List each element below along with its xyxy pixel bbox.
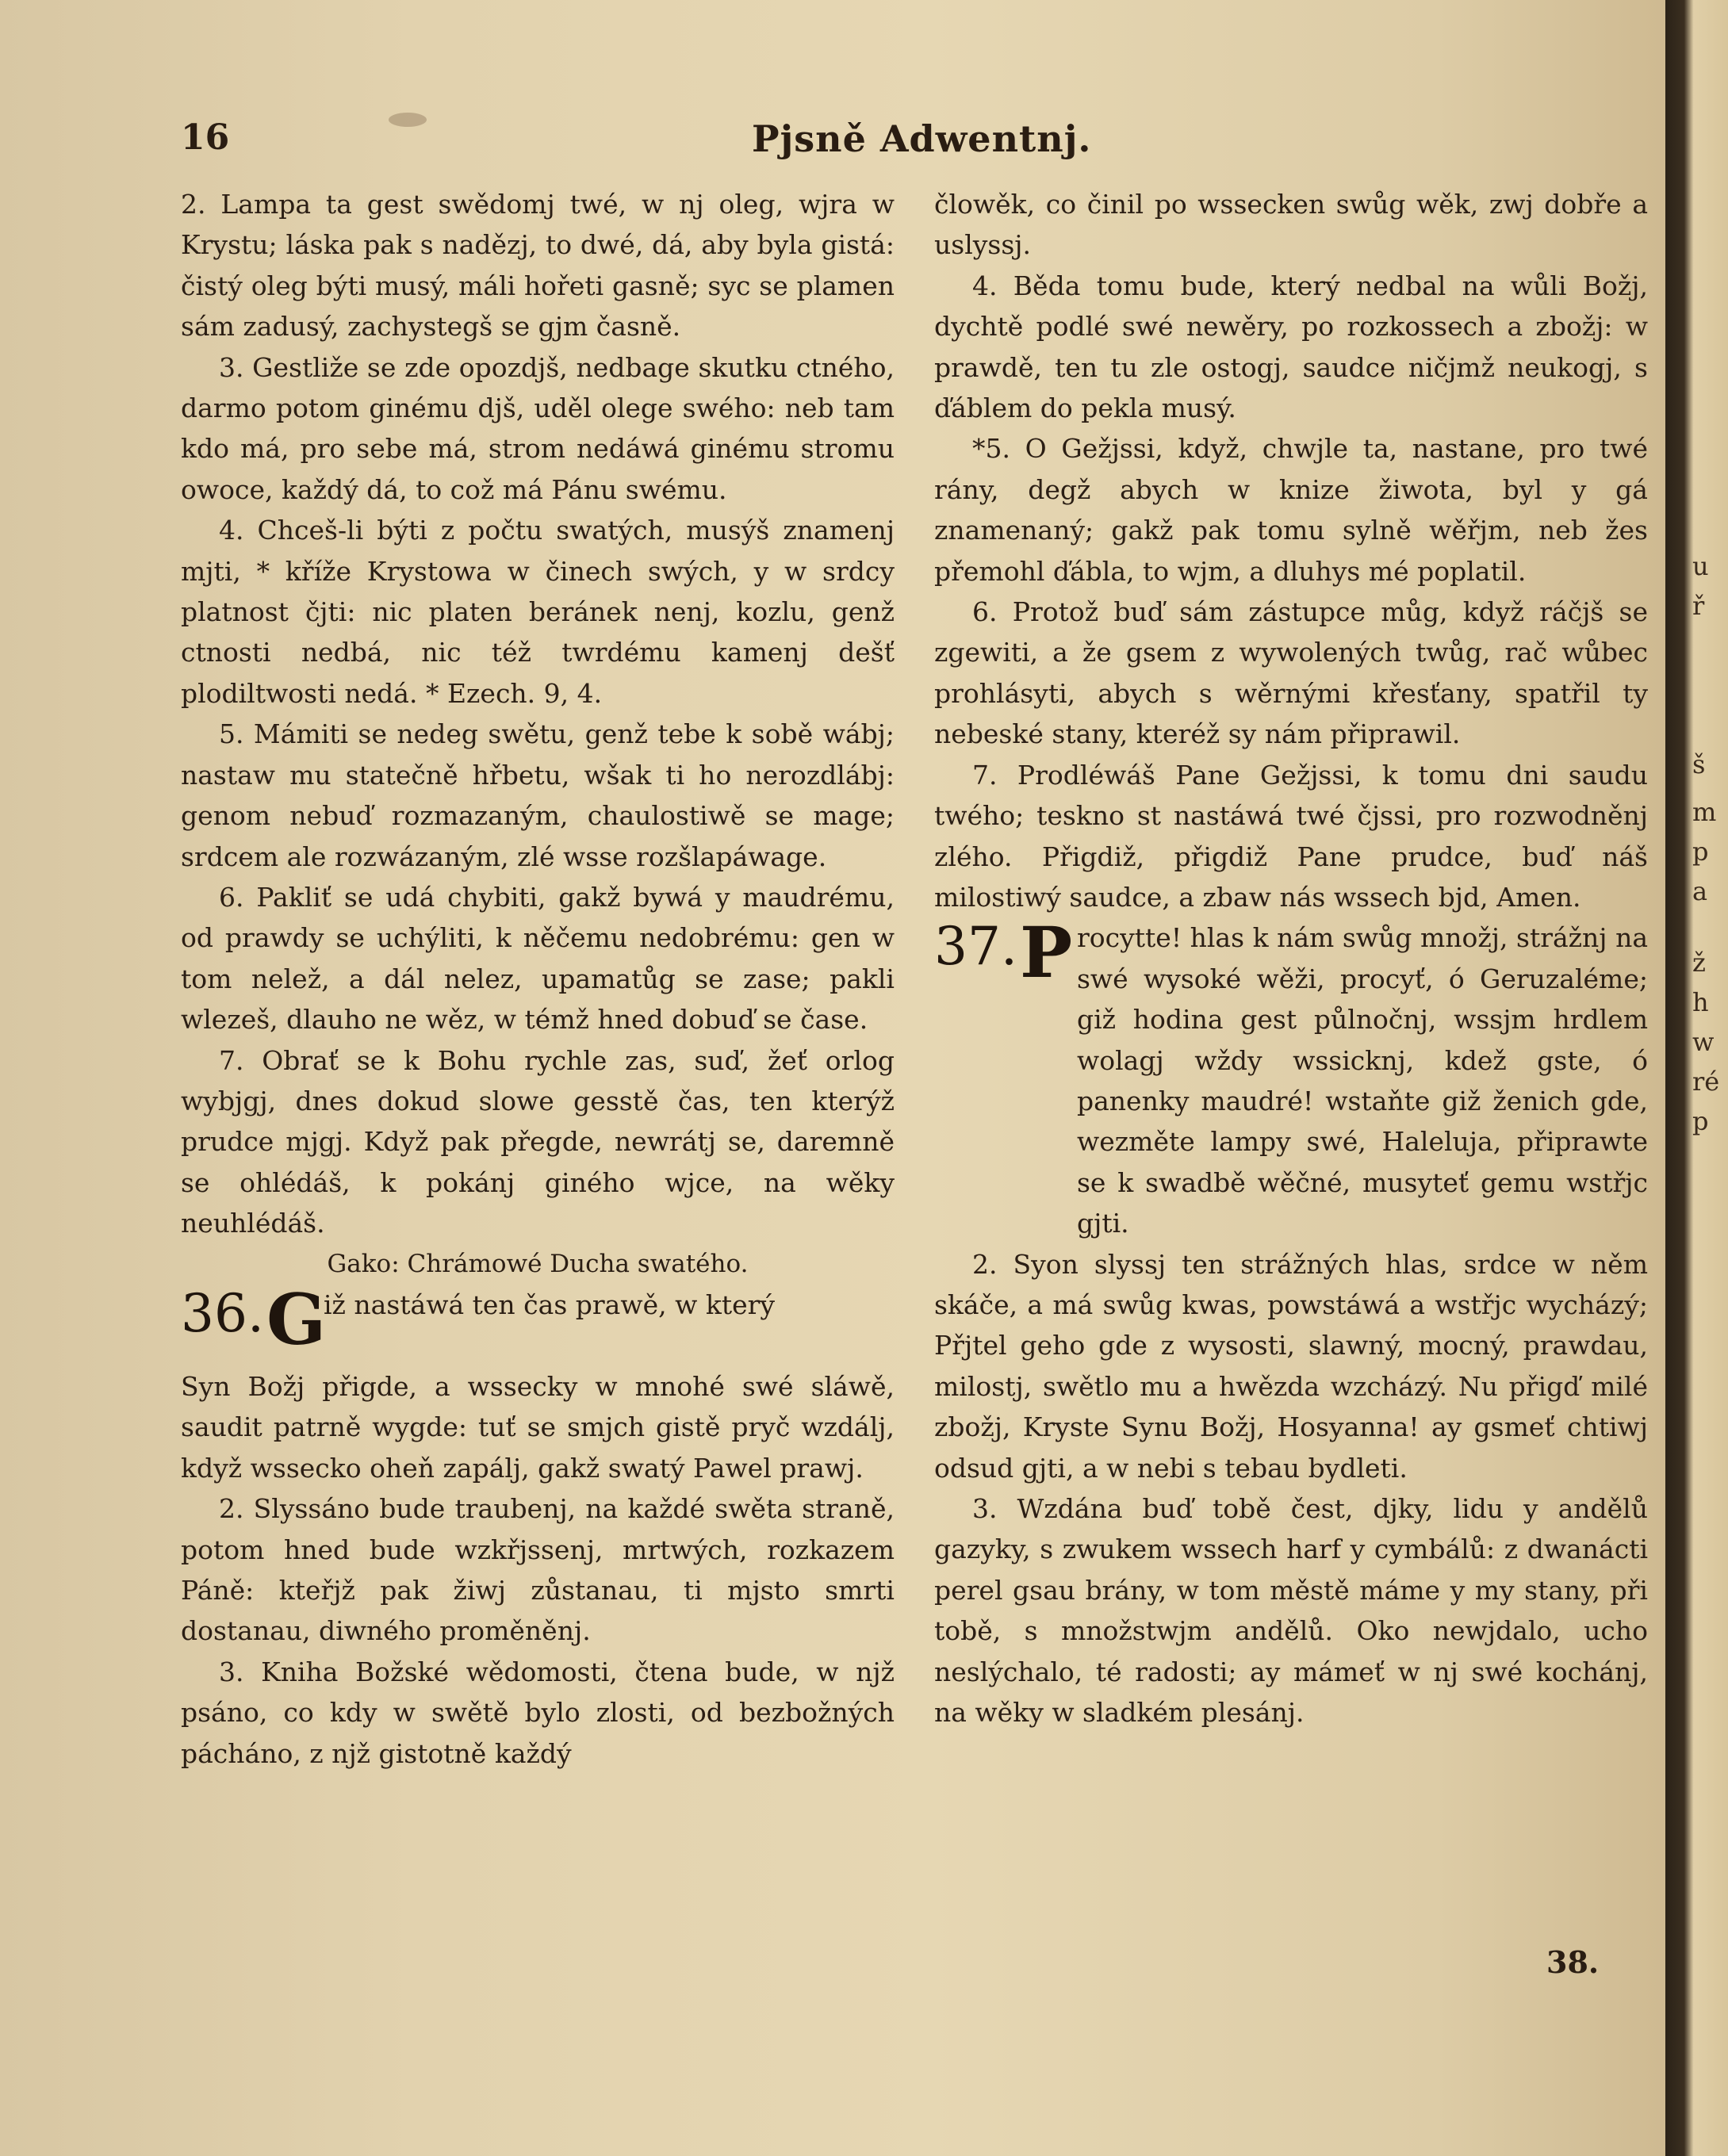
stanza: 7. Prodléwáš Pane Gežjssi, k tomu dni saudu twého; teskno st nastáwá twé čjssi, pro rozwodněnj zlého. Přigdiž, přigdiž Pane prudce, buď náš milostiwý saudce, a zbaw nás wssech bjd, Amen. (934, 759, 1648, 913)
stanza: 3. Wzdána buď tobě čest, djky, lidu y andělů gazyky, s zwukem wssech harf y cymbálů: z dwanácti perel gsau brány, w tom městě máme y my stany, při tobě, s množstwjm andělů. Oko newjdalo, ucho neslýchalo, té radosti; ay mámeť w nj swé kochánj, na wěky w sladkém plesánj. (934, 1493, 1648, 1729)
stanza: 4. Chceš-li býti z počtu swatých, musýš znamenj mjti, * kříže Krystowa w činech swých, y w srdcy platnost čjti: nic platen beránek nenj, kozlu, genž ctnosti nedbá, nic též twrdému kamenj dešť plodiltwosti nedá. * Ezech. 9, 4. (181, 515, 895, 709)
stanza: 2. Slyssáno bude traubenj, na každé swěta straně, potom hned bude wzkřjssenj, mrtwých, rozkazem Páně: kteřjž pak žiwj zůstanau, ti mjsto smrti dostanau, diwného proměněnj. (181, 1493, 895, 1647)
facing-fragment: š (1692, 749, 1706, 779)
facing-fragment: u (1692, 551, 1709, 581)
page-header (181, 117, 1664, 173)
hymn-36-start (181, 1277, 895, 1366)
facing-fragment: p (1692, 837, 1709, 867)
stanza: člowěk, co činil po wssecken swůg wěk, zwj dobře a uslyssj. (934, 189, 1648, 261)
stanza: 2. Syon slyssj ten strážných hlas, srdce w něm skáče, a má swůg kwas, powstáwá a wstřjc wycházý; Přjtel geho gde z wysosti, slawný, mocný, prawdau, milostj, swětlo mu a hwězda wzcházý. Nu přigď milé zbožj, Kryste Synu Božj, Hosyanna! ay gsmeť chtiwj odsud gjti, a w nebi s tebau bydleti. (934, 1248, 1648, 1484)
facing-fragment: w (1692, 1027, 1715, 1057)
hymn-first-line: rocytte! hlas k nám swůg množj, strážnj na swé wysoké wěži, procyť, ó Geruzaléme; giž hodina gest půlnočnj, wssjm hrdlem wolagj wždy wssicknj, kdež gste, ó panenky maudré! wstaňte giž ženich gde, wezměte lampy swé, Haleluja, připrawte se k swadbě wěčné, musyteť gemu wstřjc gjti. (1077, 922, 1648, 1239)
left-column (181, 184, 895, 1774)
stanza: 3. Kniha Božské wědomosti, čtena bude, w njž psáno, co kdy w swětě bylo zlosti, od bezbožných pácháno, z njž gistotně každý (181, 1656, 895, 1769)
catchword: 38. (1546, 1944, 1600, 1980)
drop-cap: P (1020, 911, 1073, 994)
running-title: Pjsně Adwentnj. (752, 117, 1092, 160)
hymn-number: 36. (181, 1282, 264, 1344)
facing-fragment: ž (1692, 948, 1706, 978)
facing-fragment: ř (1692, 591, 1705, 621)
stanza: *5. O Gežjssi, když, chwjle ta, nastane, pro twé rány, degž abych w knize žiwota, byl y gá znamenaný; gakž pak tomu sylně wěřjm, neb žes přemohl ďábla, to wjm, a dluhys mé poplatil. (934, 433, 1648, 587)
hymn-number: 37. (934, 916, 1017, 978)
stanza: Syn Božj přigde, a wssecky w mnohé swé sláwě, saudit patrně wygde: tuť se smjch gistě pryč wzdálj, když wssecko oheň zapálj, gakž swatý Pawel prawj. (181, 1370, 895, 1484)
stanza: 5. Mámiti se nedeg swětu, genž tebe k sobě wábj; nastaw mu statečně hřbetu, wšak ti ho nerozdlábj: genom nebuď rozmazaným, chaulostiwě se mage; srdcem ale rozwázaným, zlé wsse rozšlapáwage. (181, 718, 895, 872)
facing-fragment: m (1692, 797, 1717, 827)
stanza: 3. Gestliže se zde opozdjš, nedbage skutku ctného, darmo potom ginému djš, uděl olege swého: neb tam kdo má, pro sebe má, strom nedáwá ginému stromu owoce, každý dá, to což má Pánu swému. (181, 351, 895, 505)
stanza: 6. Pakliť se udá chybiti, gakž bywá y maudrému, od prawdy se uchýliti, k něčemu nedobrému: gen w tom nelež, a dál nelez, upamatůg se zase; pakli wlezeš, dlauho ne wěz, w témž hned dobuď se čase. (181, 881, 895, 1036)
facing-fragment: h (1692, 987, 1709, 1017)
hymn-37-start (934, 911, 1648, 1243)
tune-line: Gako: Chrámowé Ducha swatého. (327, 1249, 749, 1278)
right-column (934, 184, 1648, 1733)
stanza: 7. Obrať se k Bohu rychle zas, suď, žeť orlog wybjgj, dnes dokud slowe gesstě čas, ten kterýž prudce mjgj. Když pak přegde, newrátj se, daremně se ohlédáš, k pokánj giného wjce, na wěky neuhlédáš. (181, 1044, 895, 1239)
facing-page-edge (1665, 0, 1728, 2156)
page-number: 16 (181, 117, 230, 158)
facing-fragment: ré (1692, 1067, 1720, 1097)
facing-fragment: a (1692, 876, 1708, 906)
stanza: 2. Lampa ta gest swědomj twé, w nj oleg, wjra w Krystu; láska pak s nadězj, to dwé, dá, aby byla gistá: čistý oleg býti musý, máli hořeti gasně; syc se plamen sám zadusý, zachystegš se gjm časně. (181, 189, 895, 343)
stanza: 4. Běda tomu bude, který nedbal na wůli Božj, dychtě podlé swé newěry, po rozkossech a zbožj: w prawdě, ten tu zle ostogj, saudce ničjmž neukogj, s ďáblem do pekla musý. (934, 270, 1648, 424)
stanza: 6. Protož buď sám zástupce můg, když ráčjš se zgewiti, a že gsem z wywolených twůg, rač wůbec prohlásyti, abych s wěrnými křesťany, spatřil ty nebeské stany, kteréž sy nám připrawil. (934, 596, 1648, 750)
drop-cap: G (266, 1277, 327, 1361)
facing-fragment: p (1692, 1106, 1709, 1136)
hymn-first-line: iž nastáwá ten čas prawě, w který (324, 1289, 776, 1320)
